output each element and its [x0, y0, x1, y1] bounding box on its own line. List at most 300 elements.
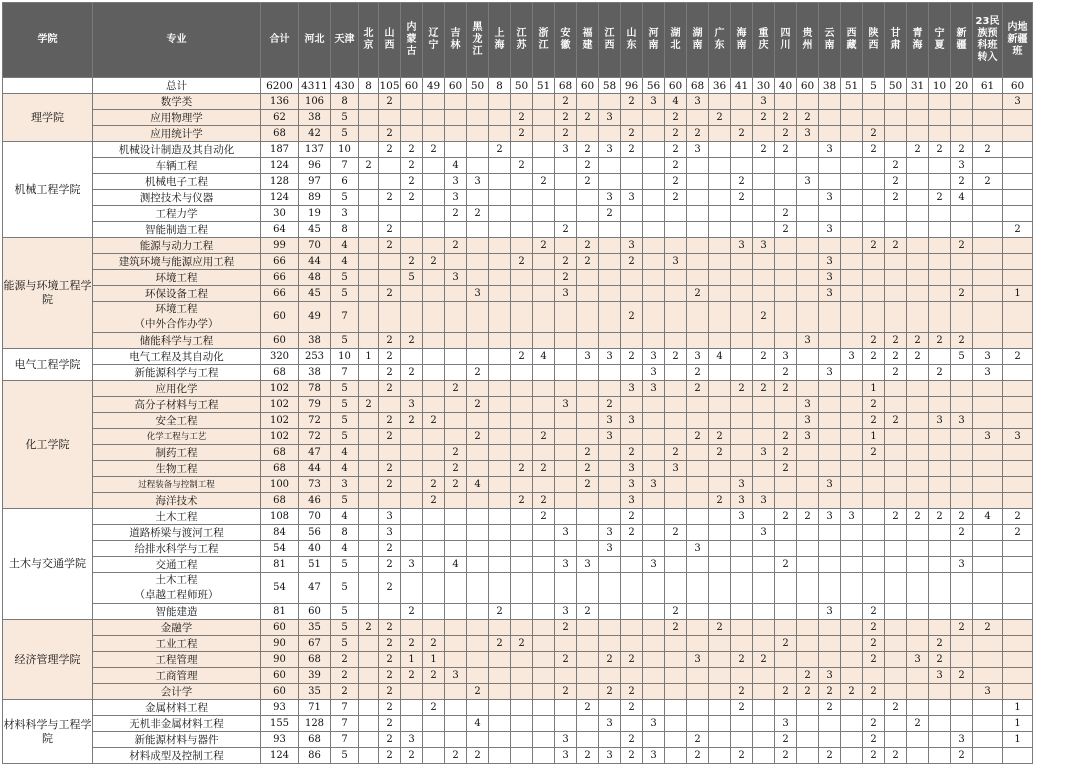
quota-cell: 81: [261, 557, 299, 573]
quota-cell: [797, 525, 819, 541]
quota-cell: [929, 716, 951, 732]
quota-cell: [489, 365, 511, 381]
major-cell: 应用化学: [93, 381, 261, 397]
quota-cell: [863, 190, 885, 206]
quota-cell: [359, 174, 379, 190]
quota-cell: [929, 732, 951, 748]
quota-cell: [643, 222, 665, 238]
quota-cell: [643, 270, 665, 286]
quota-cell: 2: [599, 684, 621, 700]
quota-cell: 2: [885, 349, 907, 365]
quota-cell: 2: [863, 636, 885, 652]
quota-cell: [687, 397, 709, 413]
quota-cell: [929, 477, 951, 493]
quota-cell: [555, 541, 577, 557]
quota-cell: 2: [907, 716, 929, 732]
major-cell: 环境工程: [93, 270, 261, 286]
quota-cell: 1: [1003, 700, 1033, 716]
quota-cell: 2: [621, 509, 643, 525]
quota-cell: [511, 222, 533, 238]
quota-cell: 38: [299, 333, 331, 349]
quota-cell: [709, 668, 731, 684]
quota-cell: 2: [731, 700, 753, 716]
quota-cell: [907, 222, 929, 238]
total-value: 6200: [261, 78, 299, 94]
table-row: [3, 190, 1033, 206]
quota-cell: 2: [445, 238, 467, 254]
quota-cell: 66: [261, 270, 299, 286]
quota-cell: [709, 716, 731, 732]
quota-cell: 3: [687, 349, 709, 365]
quota-cell: [929, 620, 951, 636]
quota-cell: 60: [261, 668, 299, 684]
quota-cell: [665, 429, 687, 445]
quota-cell: 3: [599, 525, 621, 541]
quota-cell: [797, 620, 819, 636]
quota-cell: 4: [533, 349, 555, 365]
quota-cell: [1003, 668, 1033, 684]
quota-cell: [643, 174, 665, 190]
quota-cell: 5: [331, 126, 359, 142]
table-row: [3, 620, 1033, 636]
quota-cell: [489, 174, 511, 190]
quota-cell: 2: [973, 620, 1003, 636]
quota-cell: [797, 365, 819, 381]
quota-cell: [951, 477, 973, 493]
quota-cell: [467, 525, 489, 541]
quota-cell: [423, 190, 445, 206]
quota-cell: 66: [261, 254, 299, 270]
quota-cell: 3: [841, 349, 863, 365]
total-value: 56: [643, 78, 665, 94]
quota-cell: [599, 270, 621, 286]
quota-cell: [643, 684, 665, 700]
table-row: [3, 573, 1033, 604]
quota-cell: [621, 557, 643, 573]
quota-cell: 108: [261, 509, 299, 525]
quota-cell: 2: [863, 142, 885, 158]
quota-cell: [951, 716, 973, 732]
quota-cell: [445, 397, 467, 413]
quota-cell: 2: [555, 110, 577, 126]
quota-cell: [929, 397, 951, 413]
quota-cell: 2: [863, 445, 885, 461]
quota-cell: [359, 684, 379, 700]
quota-cell: [687, 445, 709, 461]
quota-cell: [885, 652, 907, 668]
quota-cell: [665, 333, 687, 349]
quota-cell: [709, 652, 731, 668]
quota-cell: 187: [261, 142, 299, 158]
quota-cell: 2: [775, 557, 797, 573]
quota-cell: [359, 142, 379, 158]
quota-cell: 155: [261, 716, 299, 732]
quota-cell: 6: [331, 174, 359, 190]
quota-cell: [1003, 477, 1033, 493]
quota-cell: [907, 541, 929, 557]
quota-cell: [511, 286, 533, 302]
quota-cell: 3: [819, 477, 841, 493]
quota-cell: [621, 604, 643, 620]
quota-cell: [599, 636, 621, 652]
header-cell: 福建: [577, 3, 599, 78]
quota-cell: 2: [819, 684, 841, 700]
quota-cell: 4: [331, 541, 359, 557]
quota-cell: [423, 174, 445, 190]
quota-cell: [797, 573, 819, 604]
quota-cell: [687, 636, 709, 652]
quota-cell: 3: [445, 190, 467, 206]
quota-cell: [467, 668, 489, 684]
header-cell: 甘肃: [885, 3, 907, 78]
quota-cell: [709, 541, 731, 557]
quota-cell: 2: [885, 413, 907, 429]
quota-cell: [973, 94, 1003, 110]
quota-cell: [401, 700, 423, 716]
quota-cell: 2: [1003, 222, 1033, 238]
quota-cell: [467, 302, 489, 333]
quota-cell: 2: [665, 126, 687, 142]
quota-cell: [445, 365, 467, 381]
table-body: [3, 78, 1033, 764]
quota-cell: [929, 286, 951, 302]
quota-cell: 72: [299, 429, 331, 445]
table-row: [3, 604, 1033, 620]
quota-cell: [533, 397, 555, 413]
quota-cell: [643, 620, 665, 636]
quota-cell: [359, 110, 379, 126]
quota-cell: [359, 206, 379, 222]
total-value: 36: [709, 78, 731, 94]
quota-cell: 2: [687, 748, 709, 764]
quota-cell: [797, 541, 819, 557]
quota-cell: 3: [819, 668, 841, 684]
quota-cell: [533, 620, 555, 636]
quota-cell: [907, 126, 929, 142]
quota-cell: 2: [621, 700, 643, 716]
quota-cell: 3: [929, 413, 951, 429]
major-cell: 土木工程: [93, 509, 261, 525]
quota-cell: 3: [577, 557, 599, 573]
quota-cell: [929, 174, 951, 190]
quota-cell: [885, 254, 907, 270]
quota-cell: 4: [445, 158, 467, 174]
table-row: [3, 541, 1033, 557]
quota-cell: [841, 604, 863, 620]
major-cell: 过程装备与控制工程: [93, 477, 261, 493]
quota-cell: [445, 142, 467, 158]
quota-cell: [467, 493, 489, 509]
quota-cell: [731, 365, 753, 381]
quota-cell: 2: [951, 142, 973, 158]
quota-cell: [885, 716, 907, 732]
quota-cell: 2: [665, 142, 687, 158]
quota-cell: [577, 397, 599, 413]
quota-cell: [907, 732, 929, 748]
quota-cell: [599, 222, 621, 238]
quota-cell: [973, 477, 1003, 493]
quota-cell: [951, 381, 973, 397]
quota-cell: 2: [599, 652, 621, 668]
quota-cell: 253: [299, 349, 331, 365]
quota-cell: [885, 668, 907, 684]
quota-cell: [841, 636, 863, 652]
quota-cell: [621, 110, 643, 126]
quota-cell: [359, 126, 379, 142]
quota-cell: 2: [379, 573, 401, 604]
quota-cell: [863, 493, 885, 509]
quota-cell: [797, 94, 819, 110]
quota-cell: [555, 716, 577, 732]
quota-cell: [359, 557, 379, 573]
quota-cell: [973, 270, 1003, 286]
quota-cell: [863, 286, 885, 302]
quota-cell: [819, 174, 841, 190]
total-value: 68: [687, 78, 709, 94]
quota-cell: [687, 190, 709, 206]
quota-cell: [863, 254, 885, 270]
quota-cell: [423, 302, 445, 333]
quota-cell: [841, 557, 863, 573]
quota-cell: 35: [299, 684, 331, 700]
quota-cell: [577, 541, 599, 557]
quota-cell: 2: [929, 636, 951, 652]
quota-cell: [973, 445, 1003, 461]
quota-cell: 4: [467, 477, 489, 493]
quota-cell: [599, 158, 621, 174]
quota-cell: 2: [423, 142, 445, 158]
quota-cell: [359, 541, 379, 557]
quota-cell: [359, 94, 379, 110]
quota-cell: [445, 302, 467, 333]
quota-cell: [929, 302, 951, 333]
quota-cell: [533, 604, 555, 620]
quota-cell: 2: [775, 110, 797, 126]
quota-cell: 5: [331, 557, 359, 573]
quota-cell: [577, 684, 599, 700]
quota-cell: 2: [555, 270, 577, 286]
quota-cell: 2: [379, 684, 401, 700]
quota-cell: [423, 604, 445, 620]
quota-cell: [973, 302, 1003, 333]
quota-cell: [643, 286, 665, 302]
quota-cell: [423, 94, 445, 110]
quota-cell: 90: [261, 636, 299, 652]
quota-cell: [1003, 397, 1033, 413]
quota-cell: 2: [951, 174, 973, 190]
quota-cell: [445, 222, 467, 238]
quota-cell: [863, 222, 885, 238]
quota-cell: [775, 333, 797, 349]
quota-cell: 2: [467, 206, 489, 222]
quota-cell: [577, 190, 599, 206]
quota-cell: [643, 126, 665, 142]
quota-cell: [819, 429, 841, 445]
quota-cell: [533, 254, 555, 270]
quota-cell: [401, 493, 423, 509]
quota-cell: 2: [687, 381, 709, 397]
quota-cell: 38: [299, 110, 331, 126]
quota-cell: [599, 445, 621, 461]
quota-cell: [973, 493, 1003, 509]
table-row: [3, 286, 1033, 302]
quota-cell: [709, 206, 731, 222]
quota-cell: [1003, 381, 1033, 397]
quota-cell: 2: [577, 254, 599, 270]
total-value: 31: [907, 78, 929, 94]
quota-cell: [511, 652, 533, 668]
quota-cell: [533, 110, 555, 126]
quota-cell: 2: [973, 142, 1003, 158]
quota-cell: [709, 397, 731, 413]
quota-cell: [643, 190, 665, 206]
quota-cell: [797, 636, 819, 652]
quota-cell: 2: [665, 174, 687, 190]
quota-cell: 19: [299, 206, 331, 222]
quota-cell: [1003, 493, 1033, 509]
quota-cell: 8: [331, 222, 359, 238]
table-row: [3, 397, 1033, 413]
quota-cell: 2: [577, 174, 599, 190]
quota-cell: [951, 461, 973, 477]
quota-cell: [511, 716, 533, 732]
quota-cell: [951, 573, 973, 604]
quota-cell: [1003, 461, 1033, 477]
quota-cell: 2: [753, 302, 775, 333]
quota-cell: [445, 509, 467, 525]
quota-cell: [841, 732, 863, 748]
quota-cell: [643, 238, 665, 254]
quota-cell: 2: [709, 110, 731, 126]
quota-cell: [577, 270, 599, 286]
quota-cell: 2: [753, 349, 775, 365]
quota-cell: 5: [331, 333, 359, 349]
quota-cell: [885, 270, 907, 286]
major-cell: 机械电子工程: [93, 174, 261, 190]
quota-cell: 7: [331, 716, 359, 732]
quota-cell: [907, 302, 929, 333]
quota-cell: 2: [511, 158, 533, 174]
quota-cell: 124: [261, 748, 299, 764]
quota-cell: [797, 190, 819, 206]
quota-cell: [533, 158, 555, 174]
quota-cell: [973, 557, 1003, 573]
quota-cell: [577, 126, 599, 142]
quota-cell: [445, 94, 467, 110]
quota-cell: [489, 222, 511, 238]
quota-cell: [621, 270, 643, 286]
quota-cell: [489, 126, 511, 142]
quota-cell: 3: [643, 365, 665, 381]
quota-cell: [1003, 110, 1033, 126]
quota-cell: [731, 286, 753, 302]
quota-cell: 102: [261, 397, 299, 413]
quota-cell: 86: [299, 748, 331, 764]
quota-cell: [577, 286, 599, 302]
quota-cell: [401, 461, 423, 477]
quota-cell: 3: [929, 668, 951, 684]
quota-cell: [973, 732, 1003, 748]
quota-cell: 2: [687, 126, 709, 142]
quota-cell: [709, 254, 731, 270]
quota-cell: [533, 541, 555, 557]
quota-cell: [951, 604, 973, 620]
quota-cell: [599, 333, 621, 349]
quota-cell: 68: [261, 461, 299, 477]
quota-cell: 2: [621, 652, 643, 668]
quota-cell: 3: [379, 525, 401, 541]
quota-cell: 2: [951, 668, 973, 684]
quota-cell: [599, 238, 621, 254]
quota-cell: 3: [951, 732, 973, 748]
quota-cell: 2: [621, 254, 643, 270]
quota-cell: [489, 254, 511, 270]
quota-cell: 2: [445, 445, 467, 461]
quota-cell: [1003, 557, 1033, 573]
quota-cell: [577, 365, 599, 381]
quota-cell: 3: [555, 748, 577, 764]
quota-cell: 2: [709, 429, 731, 445]
quota-cell: 5: [331, 620, 359, 636]
table-row: [3, 652, 1033, 668]
quota-cell: [687, 716, 709, 732]
quota-cell: 2: [863, 716, 885, 732]
quota-cell: [929, 222, 951, 238]
major-cell: 机械设计制造及其自动化: [93, 142, 261, 158]
quota-cell: [753, 174, 775, 190]
table-row: [3, 142, 1033, 158]
quota-cell: 2: [379, 142, 401, 158]
college-cell: 材料科学与工程学院: [3, 700, 93, 764]
quota-cell: [863, 302, 885, 333]
quota-cell: [1003, 254, 1033, 270]
quota-cell: 2: [863, 604, 885, 620]
quota-cell: [819, 652, 841, 668]
quota-cell: [709, 461, 731, 477]
quota-cell: [775, 668, 797, 684]
quota-cell: [511, 429, 533, 445]
major-cell: 建筑环境与能源应用工程: [93, 254, 261, 270]
quota-cell: 7: [331, 732, 359, 748]
quota-cell: 2: [907, 349, 929, 365]
quota-cell: [423, 541, 445, 557]
quota-cell: [775, 270, 797, 286]
table-row: [3, 636, 1033, 652]
quota-cell: [359, 254, 379, 270]
quota-cell: 3: [401, 397, 423, 413]
quota-cell: [819, 126, 841, 142]
quota-cell: [841, 573, 863, 604]
quota-cell: [973, 222, 1003, 238]
quota-cell: [907, 477, 929, 493]
total-row-blank-cell: [3, 78, 93, 94]
table-row: [3, 238, 1033, 254]
quota-cell: [797, 302, 819, 333]
quota-cell: 2: [621, 94, 643, 110]
header-cell: 云南: [819, 3, 841, 78]
header-cell: 合计: [261, 3, 299, 78]
table-row: [3, 493, 1033, 509]
quota-cell: [555, 206, 577, 222]
quota-cell: [841, 429, 863, 445]
quota-cell: [797, 222, 819, 238]
quota-cell: [401, 238, 423, 254]
quota-cell: [379, 254, 401, 270]
quota-cell: [445, 126, 467, 142]
quota-cell: [731, 716, 753, 732]
quota-cell: [1003, 302, 1033, 333]
quota-cell: [489, 716, 511, 732]
